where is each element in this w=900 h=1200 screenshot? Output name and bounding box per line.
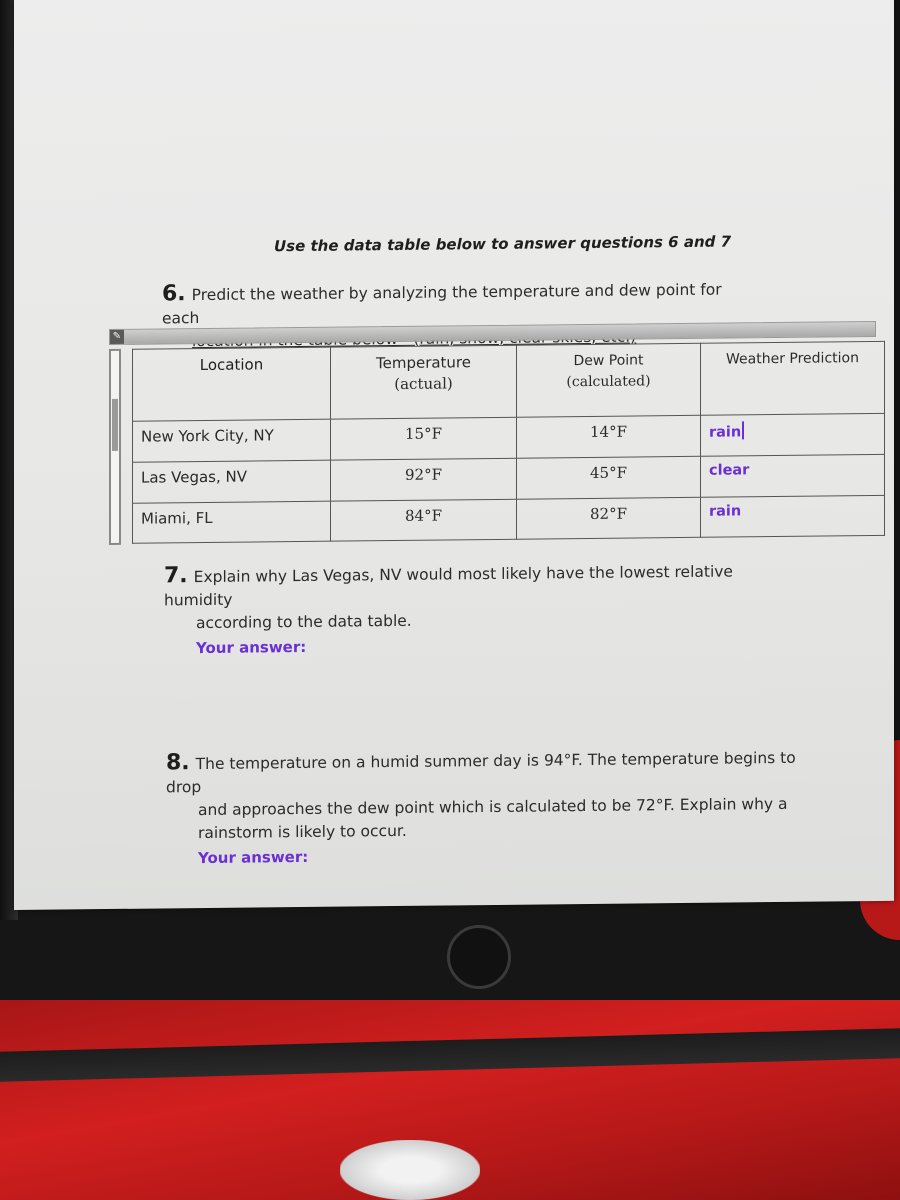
header-location: Location: [133, 347, 331, 421]
question-7-answer-label[interactable]: Your answer:: [196, 637, 307, 658]
cell-temperature: 15°F: [331, 417, 517, 461]
table-header-row: [133, 341, 885, 420]
question-8-line-2: and approaches the dew point which is calculated to be 72°F. Explain why a: [198, 794, 788, 820]
cell-dew-point: 45°F: [517, 457, 701, 499]
question-8-line-3: rainstorm is likely to occur.: [198, 821, 407, 843]
question-7-number: 7.: [164, 563, 188, 589]
question-8-answer-label[interactable]: Your answer:: [198, 847, 309, 868]
header-temperature: Temperature (actual): [331, 345, 517, 419]
cell-location: Las Vegas, NV: [133, 460, 331, 502]
row-ruler[interactable]: [109, 349, 121, 545]
cell-temperature: 92°F: [331, 459, 517, 501]
table-row: [133, 495, 885, 543]
question-8-line-1: The temperature on a humid summer day is 94°F. The temperature begins to drop: [166, 748, 796, 797]
question-8: [166, 743, 826, 867]
instruction-text: Use the data table below to answer questions 6 and 7: [274, 232, 732, 256]
cell-dew-point: 82°F: [517, 497, 701, 539]
pencil-icon[interactable]: ✎: [110, 330, 124, 344]
question-6-line-1: Predict the weather by analyzing the temperature and dew point for each: [162, 280, 722, 328]
cell-temperature: 84°F: [331, 499, 517, 541]
question-7: [164, 557, 804, 658]
home-button[interactable]: [447, 925, 511, 989]
tablet-screen: [14, 0, 894, 910]
question-7-line-1: Explain why Las Vegas, NV would most likely have the lowest relative humidity: [164, 562, 733, 610]
cell-prediction-input[interactable]: clear: [701, 455, 885, 497]
text-caret: [742, 421, 744, 439]
white-fabric-patch: [340, 1140, 480, 1200]
question-7-line-2: according to the data table.: [196, 611, 412, 633]
header-dew-point: Dew Point (calculated): [517, 343, 701, 417]
question-6-number: 6.: [162, 281, 186, 307]
row-ruler-thumb[interactable]: [112, 399, 118, 451]
cell-prediction-input[interactable]: rain: [701, 413, 885, 457]
cell-prediction-input[interactable]: rain: [701, 495, 885, 537]
cell-location: New York City, NY: [133, 419, 331, 463]
header-weather-prediction: Weather Prediction: [701, 341, 885, 415]
cell-location: Miami, FL: [133, 501, 331, 543]
cell-dew-point: 14°F: [517, 415, 701, 459]
weather-data-table: [132, 341, 885, 544]
question-8-number: 8.: [166, 750, 190, 776]
